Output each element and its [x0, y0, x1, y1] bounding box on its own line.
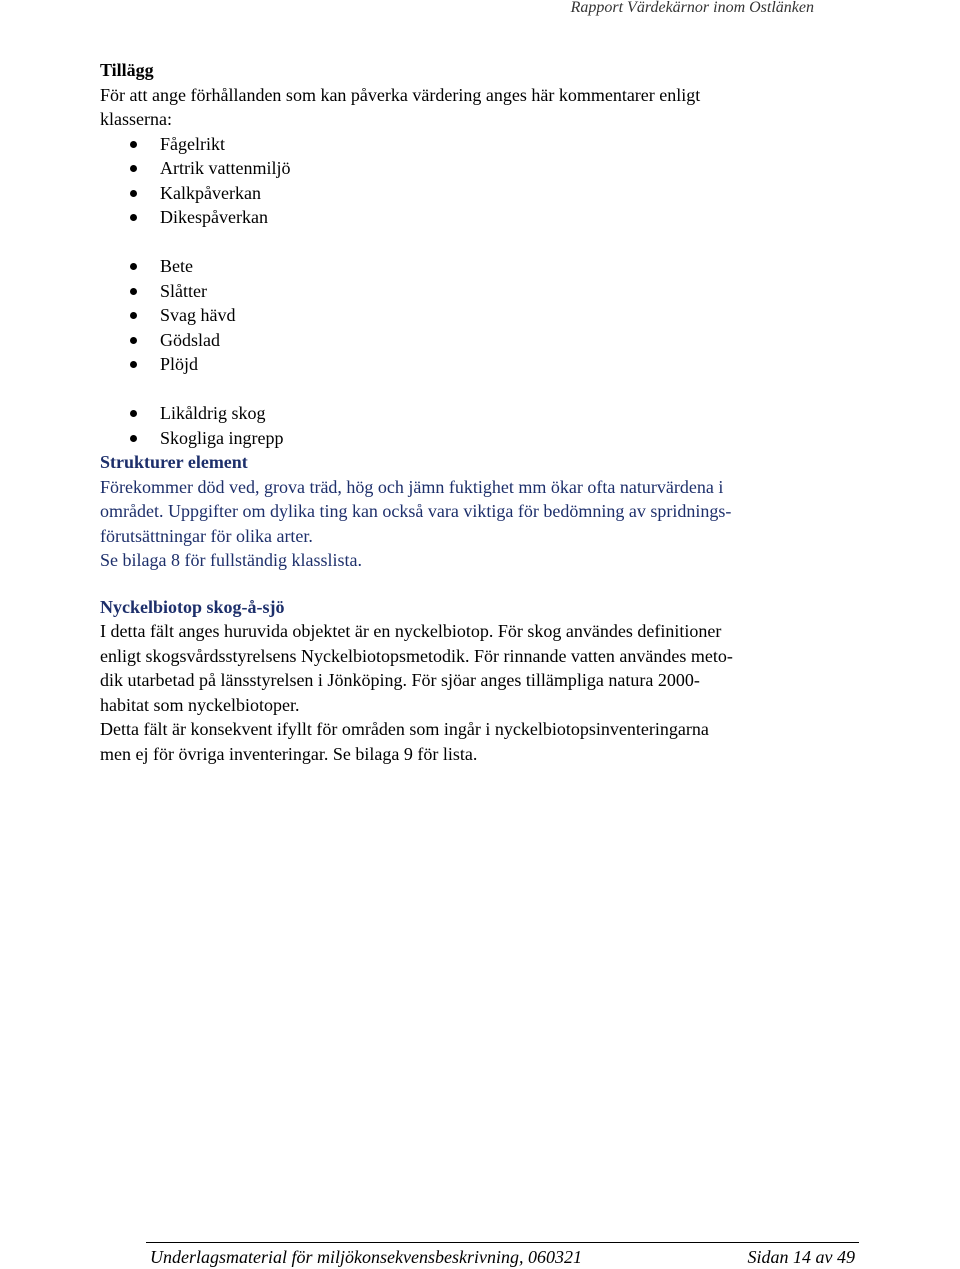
paragraph-line: enligt skogsvårdsstyrelsens Nyckelbiotopsmetodik. För rinnande vatten användes meto-: [100, 645, 733, 666]
footer-document-title: Underlagsmaterial för miljökonsekvensbeskrivning, 060321: [150, 1247, 582, 1267]
list-item: Plöjd: [100, 352, 820, 377]
running-header: Rapport Värdekärnor inom Ostlänken: [570, 0, 814, 16]
paragraph-line: Se bilaga 8 för fullständig klasslista.: [100, 550, 362, 570]
paragraph-line: klasserna:: [100, 109, 172, 129]
page-content: [100, 58, 820, 766]
bullet-list-water: [100, 132, 820, 230]
paragraph-line: Förekommer död ved, grova träd, hög och jämn fuktighet mm ökar ofta naturvärdena i: [100, 476, 724, 497]
section-strukturer: [100, 450, 820, 573]
paragraph-line: habitat som nyckelbiotoper.: [100, 694, 300, 715]
paragraph-line: men ej för övriga inventeringar. Se bilaga 9 för lista.: [100, 743, 478, 764]
bullet-list-forest: [100, 401, 820, 450]
list-item: Fågelrikt: [100, 132, 820, 157]
paragraph-line: området. Uppgifter om dylika ting kan också vara viktiga för bedömning av spridnings-: [100, 501, 732, 521]
paragraph-line: dik utarbetad på länsstyrelsen i Jönköping. För sjöar anges tillämpliga natura 2000-: [100, 670, 700, 690]
list-item: Dikespåverkan: [100, 205, 820, 230]
list-item: Svag hävd: [100, 303, 820, 328]
spacer: [100, 230, 820, 255]
bullet-list-land-use: [100, 254, 820, 377]
section-heading-tillagg: Tillägg: [100, 60, 154, 80]
footer-page-number: Sidan 14 av 49: [747, 1247, 855, 1267]
paragraph-line: Detta fält är konsekvent ifyllt för områden som ingår i nyckelbiotopsinventeringarna: [100, 719, 709, 739]
list-item: Kalkpåverkan: [100, 181, 820, 206]
list-item: Bete: [100, 254, 820, 279]
list-item: Gödslad: [100, 328, 820, 353]
list-item: Artrik vattenmiljö: [100, 156, 820, 181]
paragraph-line: För att ange förhållanden som kan påverka värdering anges här kommentarer enligt: [100, 84, 701, 105]
paragraph-line: förutsättningar för olika arter.: [100, 525, 313, 546]
section-heading-nyckelbiotop: Nyckelbiotop skog-å-sjö: [100, 596, 285, 617]
list-item: Likåldrig skog: [100, 401, 820, 426]
list-item: Skogliga ingrepp: [100, 426, 820, 451]
spacer: [100, 573, 820, 595]
paragraph-line: I detta fält anges huruvida objektet är en nyckelbiotop. För skog användes definitioner: [100, 621, 722, 641]
section-heading-strukturer: Strukturer element: [100, 452, 248, 472]
footer-rule: [146, 1242, 859, 1243]
list-item: Slåtter: [100, 279, 820, 304]
section-tillagg: [100, 58, 820, 450]
section-nyckelbiotop: [100, 595, 820, 767]
spacer: [100, 377, 820, 402]
